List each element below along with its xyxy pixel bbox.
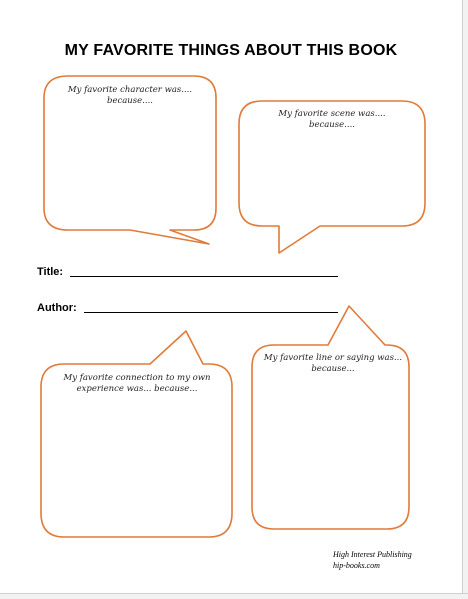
title-field-label: Title:: [37, 266, 64, 278]
bubble-saying-line1: My favorite line or saying was...: [263, 353, 403, 363]
bubble-scene-line1: My favorite scene was....: [278, 109, 386, 119]
author-fill-line[interactable]: [84, 312, 338, 313]
bubble-character-line2: because....: [107, 96, 153, 106]
bubble-scene-prompt: [256, 109, 408, 131]
author-field-label: Author:: [37, 302, 77, 314]
page-title: MY FAVORITE THINGS ABOUT THIS BOOK: [64, 42, 398, 59]
title-fill-line[interactable]: [70, 276, 338, 277]
bubble-connection-line2: experience was... because...: [76, 384, 198, 394]
speech-bubble-connection: [41, 331, 232, 537]
speech-bubble-saying: [252, 306, 409, 529]
bubble-saying-line2: because...: [311, 364, 355, 374]
bubble-connection-prompt: [50, 373, 224, 395]
publisher-website: hip-books.com: [333, 561, 380, 570]
bubble-saying-prompt: [258, 353, 408, 375]
bubble-character-prompt: [60, 85, 200, 107]
bubble-character-line1: My favorite character was....: [67, 85, 193, 95]
bubble-connection-line1: My favorite connection to my own: [63, 373, 211, 383]
publisher-name: High Interest Publishing: [333, 550, 412, 559]
publisher-footer: [333, 549, 412, 571]
bubble-scene-line2: because....: [309, 120, 355, 130]
